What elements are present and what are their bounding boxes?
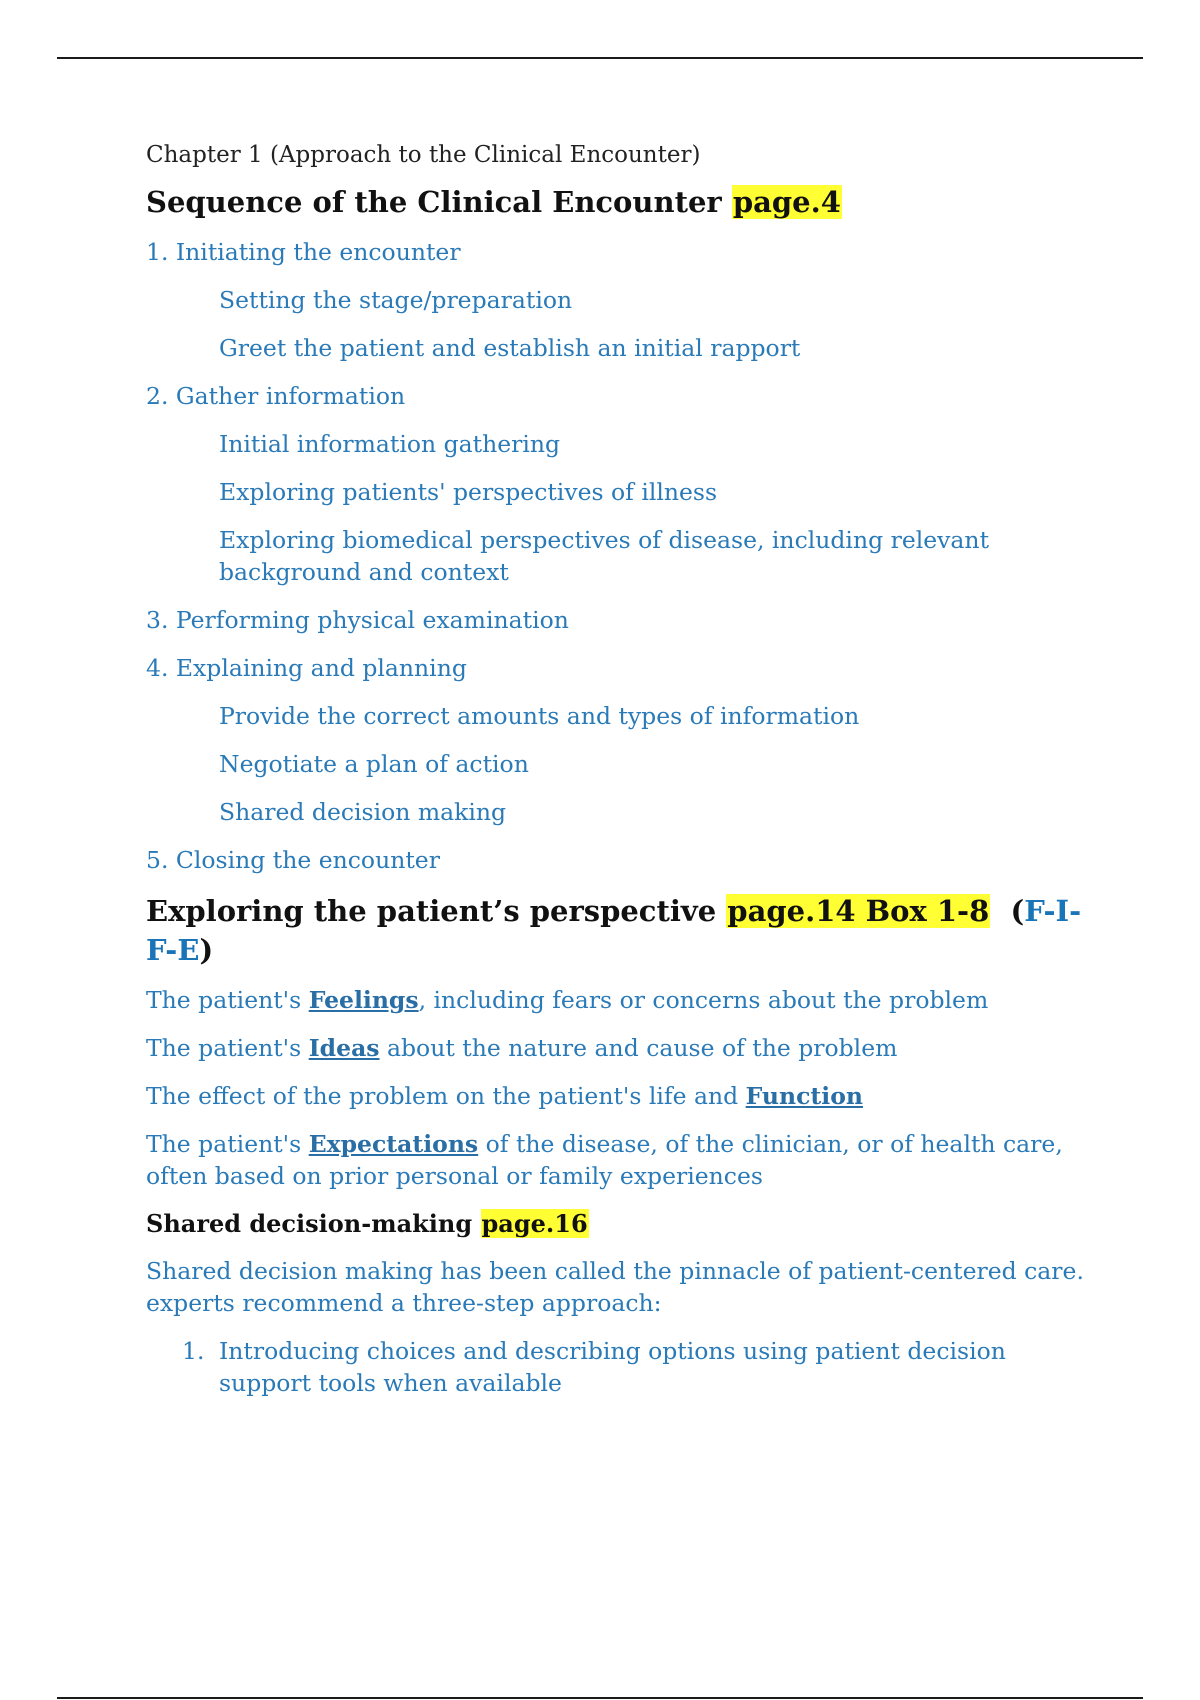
- line-text-after: about the nature and cause of the problem: [379, 1034, 898, 1063]
- sub-list-item: Shared decision making: [219, 798, 507, 827]
- fife-list: [146, 984, 1096, 1192]
- key-term: Feelings: [308, 986, 419, 1015]
- mnemonic-open: (: [1010, 894, 1025, 929]
- page-reference-highlight: page.16: [481, 1209, 588, 1239]
- bottom-rule: [57, 1697, 1143, 1699]
- list-item: 2. Gather information: [146, 382, 406, 411]
- sub-list-item: Negotiate a plan of action: [219, 750, 529, 779]
- steps-list: [146, 1335, 1096, 1399]
- key-term: Function: [745, 1082, 863, 1111]
- section-heading-sequence: [146, 183, 1096, 222]
- fife-line: [146, 984, 1096, 1016]
- line-text-before: The patient's: [146, 1034, 309, 1063]
- document-body: [146, 140, 1096, 1415]
- mnemonic-letters: F-I-F-E: [146, 894, 1082, 968]
- step-number: 1.: [182, 1336, 205, 1365]
- page-reference-highlight: page.14 Box 1-8: [727, 894, 990, 929]
- section-heading-perspective: [146, 892, 1096, 970]
- shared-decision-intro: Shared decision making has been called the pinnacle of patient-centered care. experts recommend a three-step approach:: [146, 1256, 1084, 1317]
- fife-line: [146, 1080, 1096, 1112]
- sub-list-item: Exploring patients' perspectives of illness: [219, 478, 718, 507]
- top-rule: [57, 57, 1143, 59]
- page-reference-highlight: page.4: [732, 185, 841, 220]
- step-text: Introducing choices and describing options using patient decision support tools when available: [219, 1336, 1006, 1397]
- key-term: Expectations: [308, 1130, 479, 1159]
- heading-text: Exploring the patient’s perspective: [146, 894, 717, 929]
- sub-list-item: Initial information gathering: [219, 430, 561, 459]
- sub-list-item: Setting the stage/preparation: [219, 286, 573, 315]
- line-text-before: The effect of the problem on the patient's life and: [146, 1082, 746, 1111]
- fife-line: [146, 1128, 1096, 1192]
- line-text-before: The patient's: [146, 986, 309, 1015]
- list-item: 5. Closing the encounter: [146, 846, 440, 875]
- list-item: 3. Performing physical examination: [146, 606, 569, 635]
- sub-list-item: Greet the patient and establish an initial rapport: [219, 334, 801, 363]
- sequence-list: [146, 236, 1096, 876]
- fife-line: [146, 1032, 1096, 1064]
- numbered-step: [182, 1335, 1096, 1399]
- heading-text: Shared decision-making: [146, 1209, 473, 1239]
- section-heading-shared-decision: [146, 1208, 1096, 1240]
- line-text-after: , including fears or concerns about the problem: [418, 986, 989, 1015]
- chapter-title: Chapter 1 (Approach to the Clinical Encounter): [146, 142, 701, 168]
- line-text-before: The patient's: [146, 1130, 309, 1159]
- sub-list-item: Provide the correct amounts and types of information: [219, 702, 860, 731]
- list-item: 1. Initiating the encounter: [146, 238, 461, 267]
- sub-list-item: Exploring biomedical perspectives of disease, including relevant background and context: [219, 526, 990, 587]
- mnemonic-close: ): [199, 933, 214, 968]
- list-item: 4. Explaining and planning: [146, 654, 467, 683]
- line-text-after: of the disease, of the clinician, or of health care, often based on prior personal or family experiences: [146, 1130, 1063, 1191]
- key-term: Ideas: [308, 1034, 380, 1063]
- heading-text: Sequence of the Clinical Encounter: [146, 185, 722, 220]
